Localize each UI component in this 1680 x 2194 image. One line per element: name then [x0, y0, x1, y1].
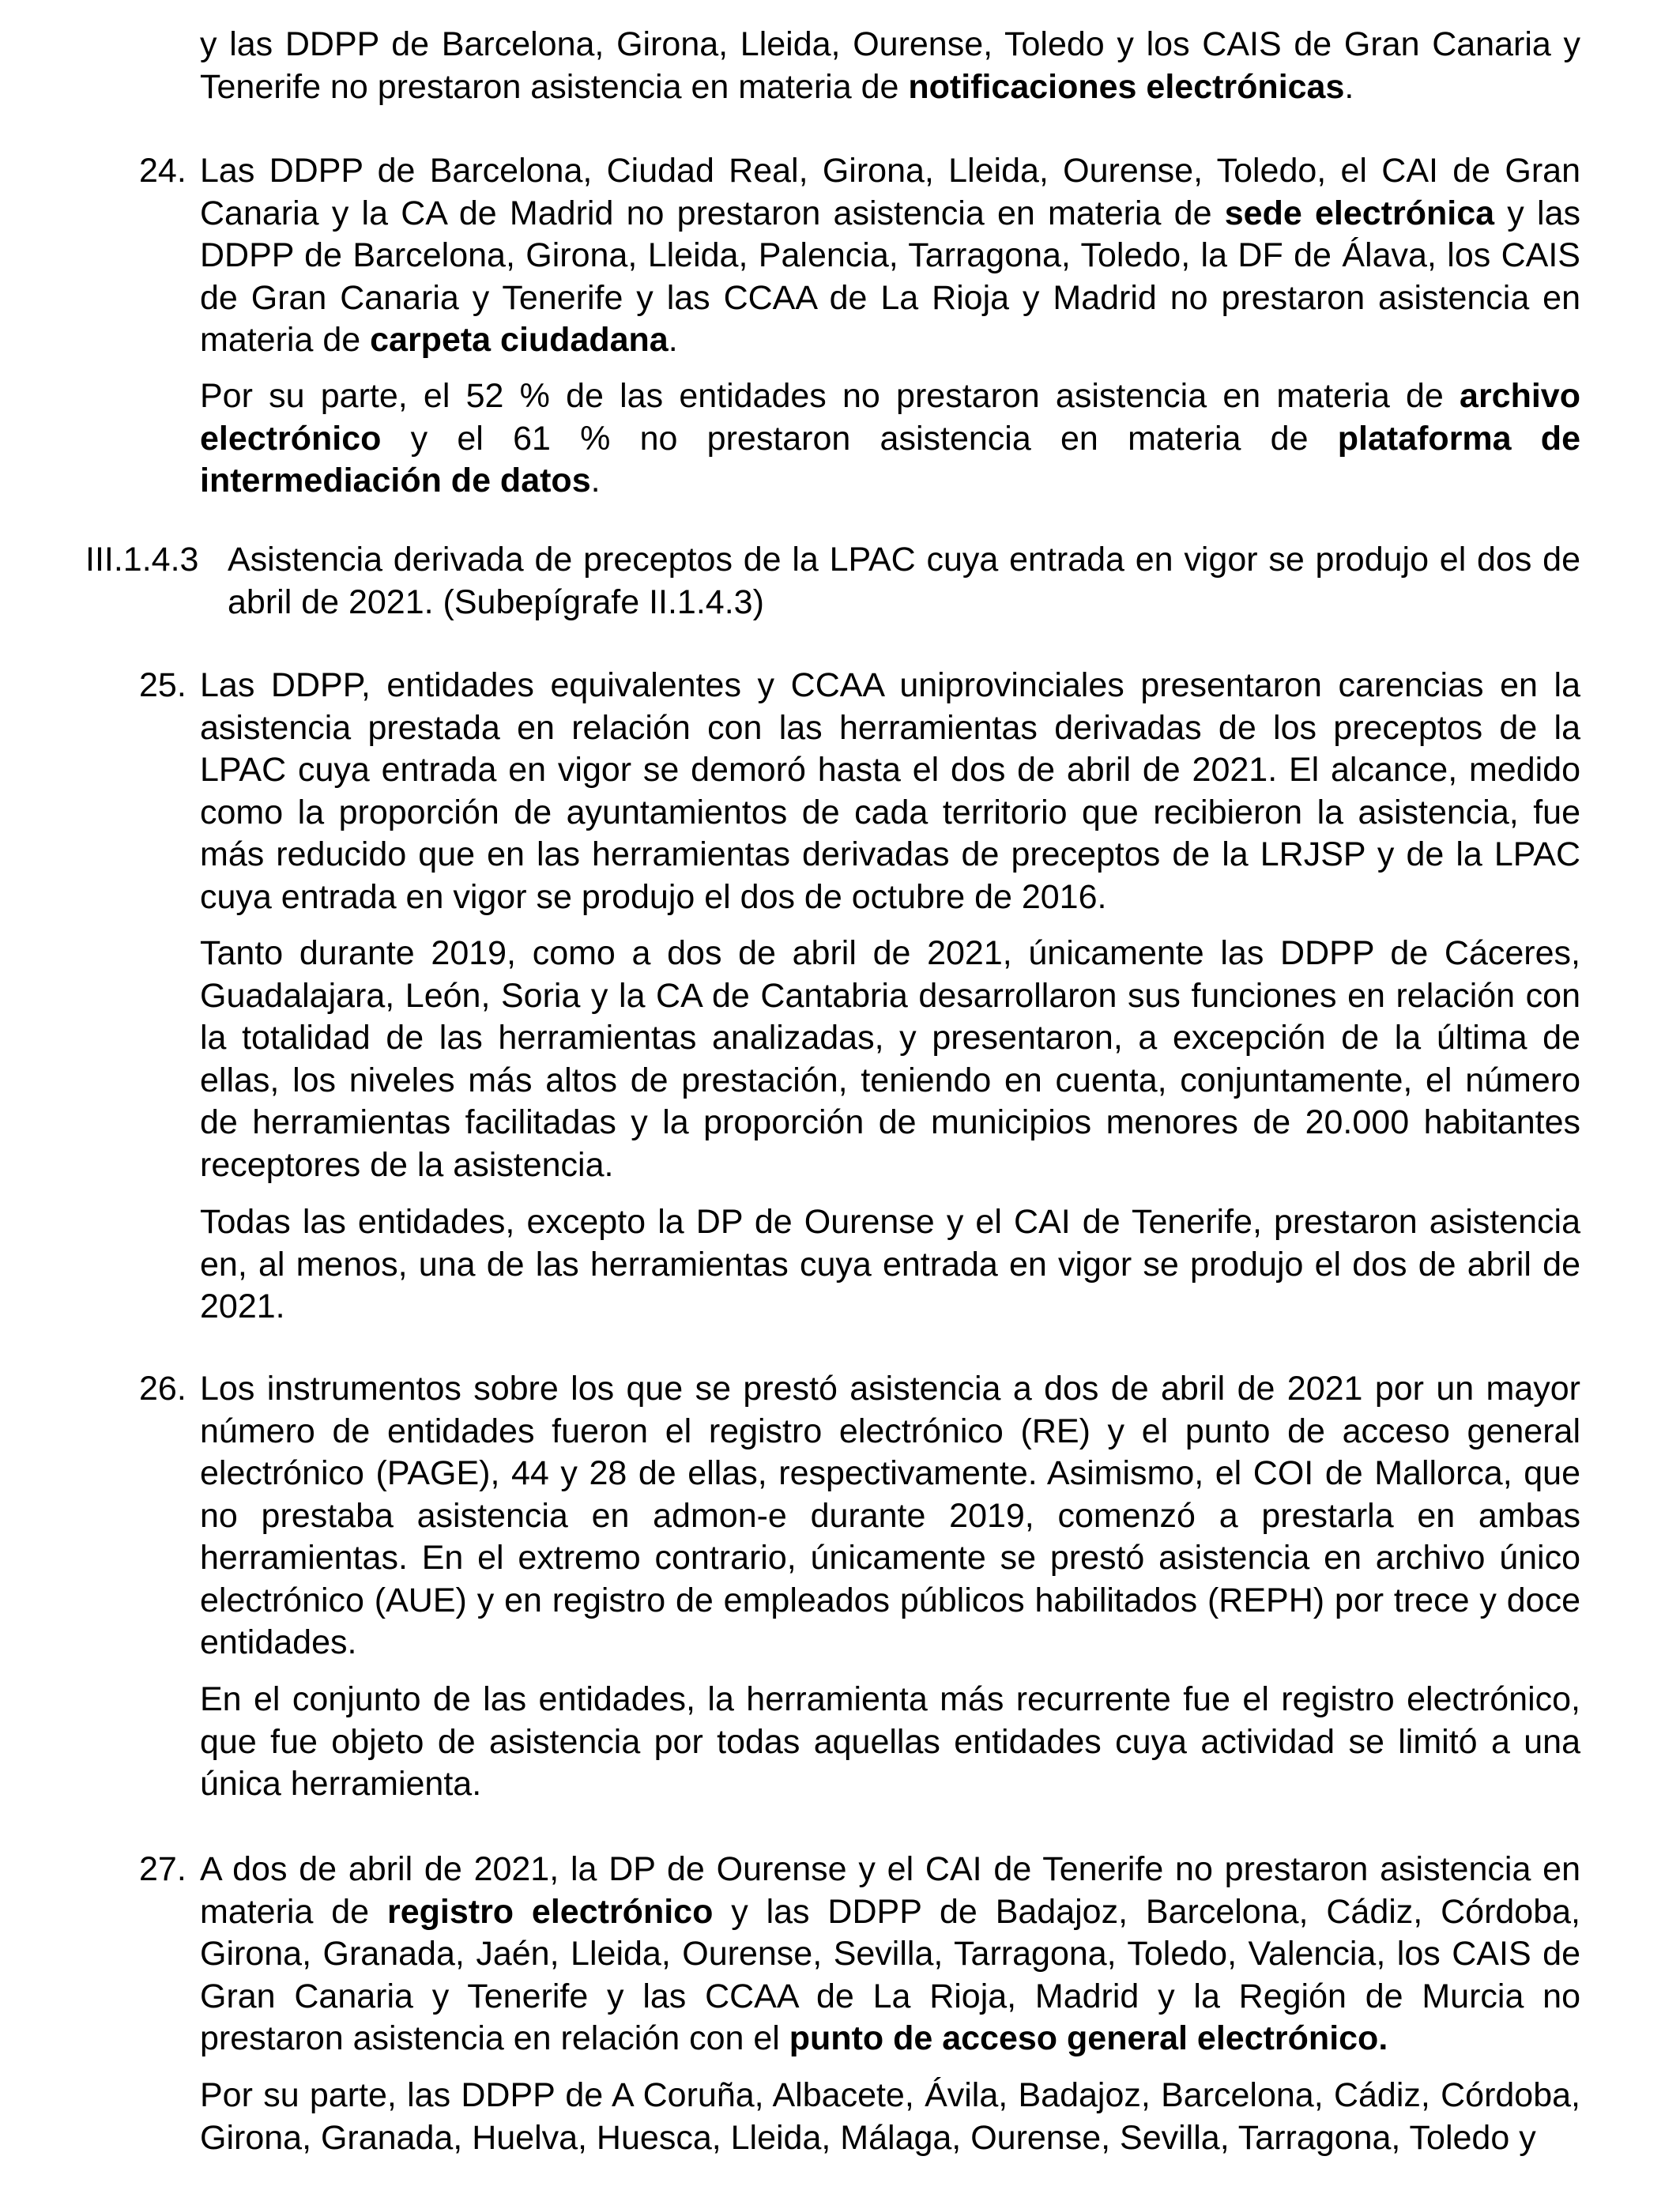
- text-run: y las DDPP de Barcelona, Girona, Lleida, Palencia, Tarragona, Toledo, la DF de Álava, los CAIS de Gran Canaria y Tenerife y las CCAA de La Rioja y Madrid no prestaron asistencia en materia de: [200, 194, 1580, 359]
- text-run: .: [668, 321, 678, 359]
- text-run: y el 61 % no prestaron asistencia en materia de: [381, 419, 1338, 458]
- item-26-paragraph-1: Los instrumentos sobre los que se prestó asistencia a dos de abril de 2021 por un mayor número de entidades fueron el registro electrónico (RE) y el punto de acceso general electrónico (PAGE), 44 y 28 de ellas, respectivamente. Asimismo, el COI de Mallorca, que no prestaba asistencia en admon-e durante 2019, comenzó a prestarla en ambas herramientas. En el extremo contrario, únicamente se prestó asistencia en archivo único electrónico (AUE) y en registro de empleados públicos habilitados (REPH) por trece y doce entidades.: [200, 1370, 1580, 1661]
- item-25-paragraph-1: Las DDPP, entidades equivalentes y CCAA uniprovinciales presentaron carencias en la asistencia prestada en relación con las herramientas derivadas de los preceptos de la LPAC cuya entrada en vigor se demoró hasta el dos de abril de 2021. El alcance, medido como la proporción de ayuntamientos de cada territorio que recibieron la asistencia, fue más reducido que en las herramientas derivadas de preceptos de la LRJSP y de la LPAC cuya entrada en vigor se produjo el dos de octubre de 2016.: [200, 666, 1580, 916]
- item-number-27: 27.: [139, 1850, 186, 1888]
- item-number-25: 25.: [139, 666, 186, 704]
- heading-text: Asistencia derivada de preceptos de la LPAC cuya entrada en vigor se produjo el dos de abril de 2021. (Subepígrafe II.1.4.3): [228, 541, 1580, 621]
- text-run: .: [590, 462, 601, 499]
- text-run: y las DDPP de Barcelona, Girona, Lleida, Ourense, Toledo y los CAIS de Gran Canaria y Tenerife no prestaron asistencia en materia de: [200, 25, 1580, 106]
- item-27-paragraph-2: Por su parte, las DDPP de A Coruña, Albacete, Ávila, Badajoz, Barcelona, Cádiz, Córdoba, Girona, Granada, Huelva, Huesca, Lleida, Málaga, Ourense, Sevilla, Tarragona, Toledo y: [200, 2076, 1580, 2157]
- item-25-paragraph-3: Todas las entidades, excepto la DP de Ourense y el CAI de Tenerife, prestaron asistencia en, al menos, una de las herramientas cuya entrada en vigor se produjo el dos de abril de 2021.: [200, 1203, 1580, 1325]
- bold-term: notificaciones electrónicas: [908, 67, 1345, 106]
- text-run: A dos de abril de 2021, la DP de Ourense y el CAI de Tenerife no prestaron asistencia en materia de: [200, 1850, 1580, 1931]
- bold-term: plataforma de intermediación de datos: [200, 419, 1580, 499]
- item-27-paragraph-1: [200, 1849, 1580, 2060]
- item-26-paragraph-2: En el conjunto de las entidades, la herramienta más recurrente fue el registro electrónico, que fue objeto de asistencia por todas aquellas entidades cuya actividad se limitó a una única herramienta.: [200, 1680, 1580, 1803]
- bold-term: sede electrónica: [1224, 194, 1495, 232]
- section-heading: [228, 539, 1580, 624]
- item-number-26: 26.: [139, 1370, 186, 1408]
- item-number-24: 24.: [139, 152, 186, 190]
- text-run: y las DDPP de Badajoz, Barcelona, Cádiz, Córdoba, Girona, Granada, Jaén, Lleida, Ourense, Sevilla, Tarragona, Toledo, Valencia, los CAIS de Gran Canaria y Tenerife y las CCAA de La Rioja, Madrid y la Región de Murcia no prestaron asistencia en relación con el: [200, 1892, 1581, 2057]
- bold-term: archivo electrónico: [200, 377, 1580, 458]
- section-heading-number: III.1.4.3: [85, 541, 199, 579]
- bold-term: registro electrónico: [386, 1892, 714, 1931]
- item-25-paragraph-2: Tanto durante 2019, como a dos de abril de 2021, únicamente las DDPP de Cáceres, Guadalajara, León, Soria y la CA de Cantabria desarrollaron sus funciones en relación con la totalidad de las herramientas analizadas, y presentaron, a excepción de la última de ellas, los niveles más altos de prestación, teniendo en cuenta, conjuntamente, el número de herramientas facilitadas y la proporción de municipios menores de 20.000 habitantes receptores de la asistencia.: [200, 934, 1580, 1184]
- bold-term: carpeta ciudadana: [370, 321, 669, 359]
- item-24-paragraph-2: [200, 375, 1580, 503]
- text-run: Por su parte, el 52 % de las entidades no prestaron asistencia en materia de: [200, 377, 1460, 415]
- text-run: .: [1344, 67, 1354, 106]
- bold-term: punto de acceso general electrónico.: [789, 2019, 1388, 2057]
- text-run: Las DDPP de Barcelona, Ciudad Real, Girona, Lleida, Ourense, Toledo, el CAI de Gran Canaria y la CA de Madrid no prestaron asistencia en materia de: [200, 152, 1580, 232]
- item-24-paragraph-1: [200, 150, 1580, 362]
- continuation-paragraph: [200, 24, 1580, 108]
